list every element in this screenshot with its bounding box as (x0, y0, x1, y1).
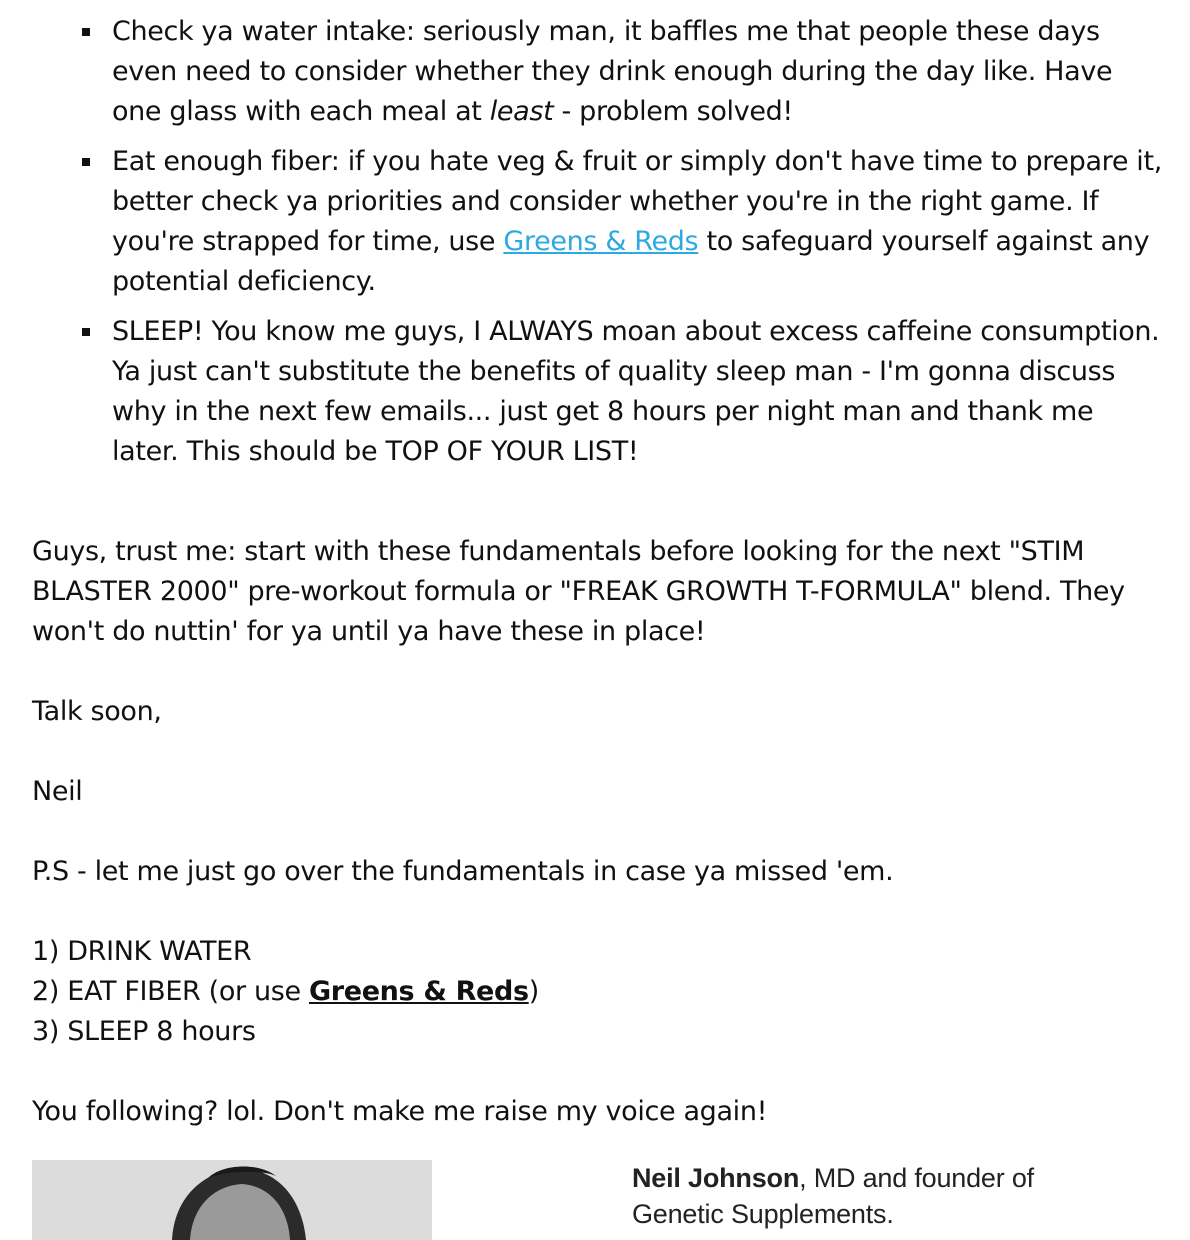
bullet-water-emphasis: least (489, 96, 554, 127)
trust-paragraph: Guys, trust me: start with these fundamentals before looking for the next "STIM BLASTER 2000" pre-workout formula or "FREAK GROWTH T-FORMULA" blend. They won't do nuttin' for ya until ya have these in place! (32, 536, 1125, 647)
fundamentals-recap (32, 932, 1162, 1052)
bullet-water-lead: Check ya water intake: seriously man, it baffles me that people these days even need to consider whether they drink enough during the day like. Have one glass with each meal at (112, 16, 1113, 127)
signature-line-1 (632, 1160, 1034, 1196)
recap-item-fiber-lead: 2) EAT FIBER (or use (32, 976, 309, 1007)
sender-name: Neil (32, 776, 83, 807)
email-body (32, 12, 1162, 1132)
recap-item-fiber (32, 972, 1162, 1012)
author-photo-image (32, 1160, 432, 1240)
following-text: You following? lol. Don't make me raise my voice again! (32, 1096, 768, 1127)
bullet-fiber (112, 142, 1162, 302)
talk-soon-text: Talk soon, (32, 696, 162, 727)
fundamentals-bullet-list (32, 12, 1162, 472)
author-photo (32, 1160, 432, 1240)
recap-item-water: 1) DRINK WATER (32, 936, 252, 967)
bullet-marker (82, 328, 90, 336)
greens-reds-link[interactable]: Greens & Reds (503, 226, 699, 257)
bullet-sleep (112, 312, 1162, 472)
signature-text (632, 1160, 1034, 1232)
bullet-marker (82, 158, 90, 166)
bullet-fiber-tail: to safeguard yourself against any potential deficiency. (112, 226, 1150, 297)
signature-company: Genetic Supplements. (632, 1199, 894, 1229)
bullet-water (112, 12, 1162, 132)
bullet-fiber-lead: Eat enough fiber: if you hate veg & fruit or simply don't have time to prepare it, better check ya priorities and consider whether you're in the right game. If you're strapped for time, use (112, 146, 1162, 257)
bullet-water-tail: - problem solved! (553, 96, 793, 127)
recap-item-sleep: 3) SLEEP 8 hours (32, 1016, 256, 1047)
recap-item-fiber-tail: ) (528, 976, 539, 1007)
signature-title: , MD and founder of (799, 1163, 1034, 1193)
greens-reds-bold-link[interactable]: Greens & Reds (308, 976, 529, 1007)
signature-name: Neil Johnson (632, 1163, 800, 1193)
bullet-marker (82, 28, 90, 36)
signature-block (32, 1160, 1190, 1240)
bullet-sleep-text: SLEEP! You know me guys, I ALWAYS moan about excess caffeine consumption. Ya just can't substitute the benefits of quality sleep man - I'm gonna discuss why in the next few emails... just get 8 hours per night man and thank me later. This should be TOP OF YOUR LIST! (112, 316, 1160, 467)
ps-text: P.S - let me just go over the fundamentals in case ya missed 'em. (32, 856, 894, 887)
